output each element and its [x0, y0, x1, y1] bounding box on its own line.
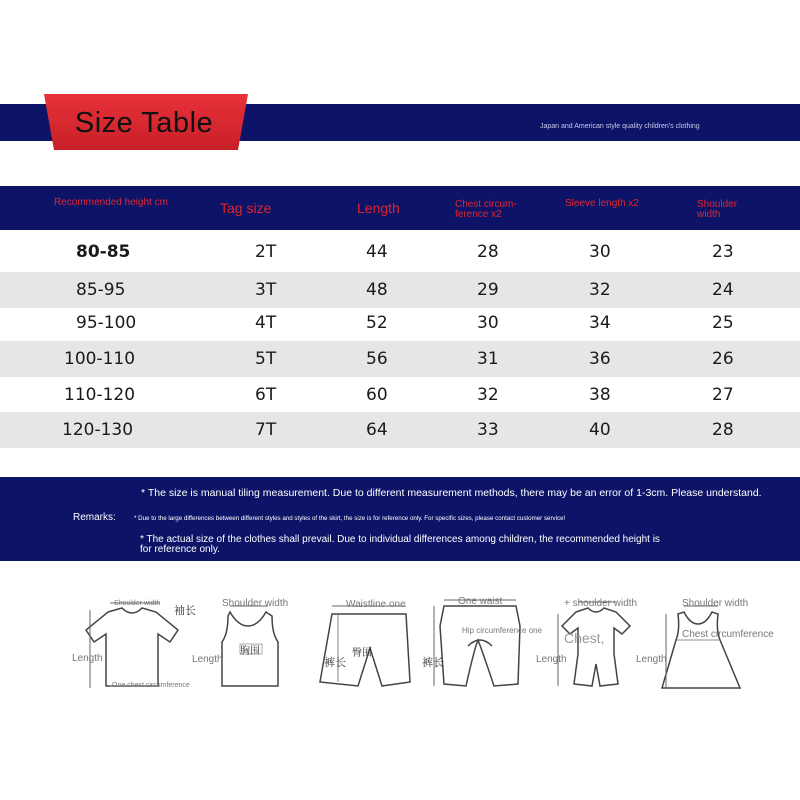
shorts-waist-label: Waistline one	[346, 599, 406, 610]
header-tag-size: Tag size	[220, 200, 272, 216]
remarks-label: Remarks:	[73, 512, 116, 523]
table-row	[0, 305, 800, 341]
remark-line-1: * The size is manual tiling measurement. Due to different measurement methods, there may be an error of 1-3cm. Please understand.	[141, 487, 762, 499]
diagram-pants	[422, 590, 552, 700]
header-recommended-height: Recommended height cm	[54, 197, 168, 208]
cell-shoulder: 26	[712, 349, 734, 369]
romper-shoulder-label: + shoulder width	[564, 598, 638, 609]
header-chest: Chest circum-ference x2	[455, 199, 517, 220]
cell-length: 48	[366, 280, 388, 300]
header-sleeve: Sleeve length x2	[565, 198, 639, 209]
title-badge	[38, 92, 250, 152]
table-row	[0, 234, 800, 270]
cell-tag: 3T	[255, 280, 277, 300]
romper-length-label: Length	[536, 654, 567, 665]
remarks-panel	[0, 477, 800, 561]
diagram-vest	[192, 590, 312, 700]
table-header	[0, 186, 800, 230]
page-title: Size Table	[74, 107, 214, 139]
cell-chest: 28	[477, 242, 499, 262]
tshirt-sleeve-label: 袖长	[174, 605, 196, 617]
diagram-tshirt	[70, 590, 200, 700]
slogan: Japan and American style quality children's clothing	[540, 123, 700, 130]
cell-height: 110-120	[64, 385, 136, 405]
cell-chest: 29	[477, 280, 499, 300]
cell-length: 56	[366, 349, 388, 369]
remark-line-2: * Due to the large differences between different styles and styles of the skirt, the size is for reference only. For specific sizes, please contact customer service!	[134, 515, 566, 522]
cell-shoulder: 28	[712, 420, 734, 440]
cell-chest: 33	[477, 420, 499, 440]
vest-shoulder-label: Shoulder width	[222, 598, 289, 609]
cell-chest: 32	[477, 385, 499, 405]
vest-chest-label: 胸围	[240, 646, 260, 657]
table-row	[0, 412, 800, 448]
diagram-shorts	[318, 590, 418, 700]
cell-chest: 31	[477, 349, 499, 369]
cell-sleeve: 40	[589, 420, 611, 440]
cell-height: 120-130	[62, 420, 134, 440]
cell-height: 80-85	[76, 242, 131, 262]
cell-chest: 30	[477, 313, 499, 333]
cell-sleeve: 38	[589, 385, 611, 405]
tshirt-shoulder-label: Shoulder width	[114, 600, 161, 607]
dress-length-label: Length	[636, 654, 667, 665]
dress-chest-label: Chest circumference	[682, 629, 774, 640]
cell-tag: 7T	[255, 420, 277, 440]
table-row	[0, 272, 800, 308]
cell-sleeve: 34	[589, 313, 611, 333]
pants-waist-label: One waist	[458, 596, 503, 607]
cell-sleeve: 32	[589, 280, 611, 300]
cell-length: 60	[366, 385, 388, 405]
remark-line-3: * The actual size of the clothes shall prevail. Due to individual differences among children, the recommended height is for reference only.	[140, 534, 660, 555]
cell-length: 52	[366, 313, 388, 333]
shorts-hip-label: 臀围	[352, 648, 372, 659]
vest-length-label: Length	[192, 654, 223, 665]
cell-tag: 4T	[255, 313, 277, 333]
cell-sleeve: 36	[589, 349, 611, 369]
cell-sleeve: 30	[589, 242, 611, 262]
diagram-dress	[636, 590, 796, 700]
cell-shoulder: 27	[712, 385, 734, 405]
table-row	[0, 377, 800, 413]
tshirt-chest-label: One chest circumference	[112, 682, 190, 689]
cell-length: 64	[366, 420, 388, 440]
cell-shoulder: 24	[712, 280, 734, 300]
cell-shoulder: 23	[712, 242, 734, 262]
cell-tag: 2T	[255, 242, 277, 262]
cell-tag: 5T	[255, 349, 277, 369]
tshirt-length-label: Length	[72, 653, 103, 664]
shorts-length-label: 裤长	[324, 657, 346, 669]
dress-shoulder-label: Shoulder width	[682, 598, 749, 609]
header-length: Length	[357, 200, 400, 216]
pants-length-label: 裤长	[422, 657, 444, 669]
romper-chest-label: Chest,	[564, 630, 605, 646]
cell-tag: 6T	[255, 385, 277, 405]
cell-height: 100-110	[64, 349, 136, 369]
table-row	[0, 341, 800, 377]
pants-hip-label: Hip circumference one	[462, 626, 543, 635]
cell-height: 85-95	[76, 280, 126, 300]
header-shoulder: Shoulder width	[697, 199, 738, 220]
cell-shoulder: 25	[712, 313, 734, 333]
cell-height: 95-100	[76, 313, 137, 333]
cell-length: 44	[366, 242, 388, 262]
